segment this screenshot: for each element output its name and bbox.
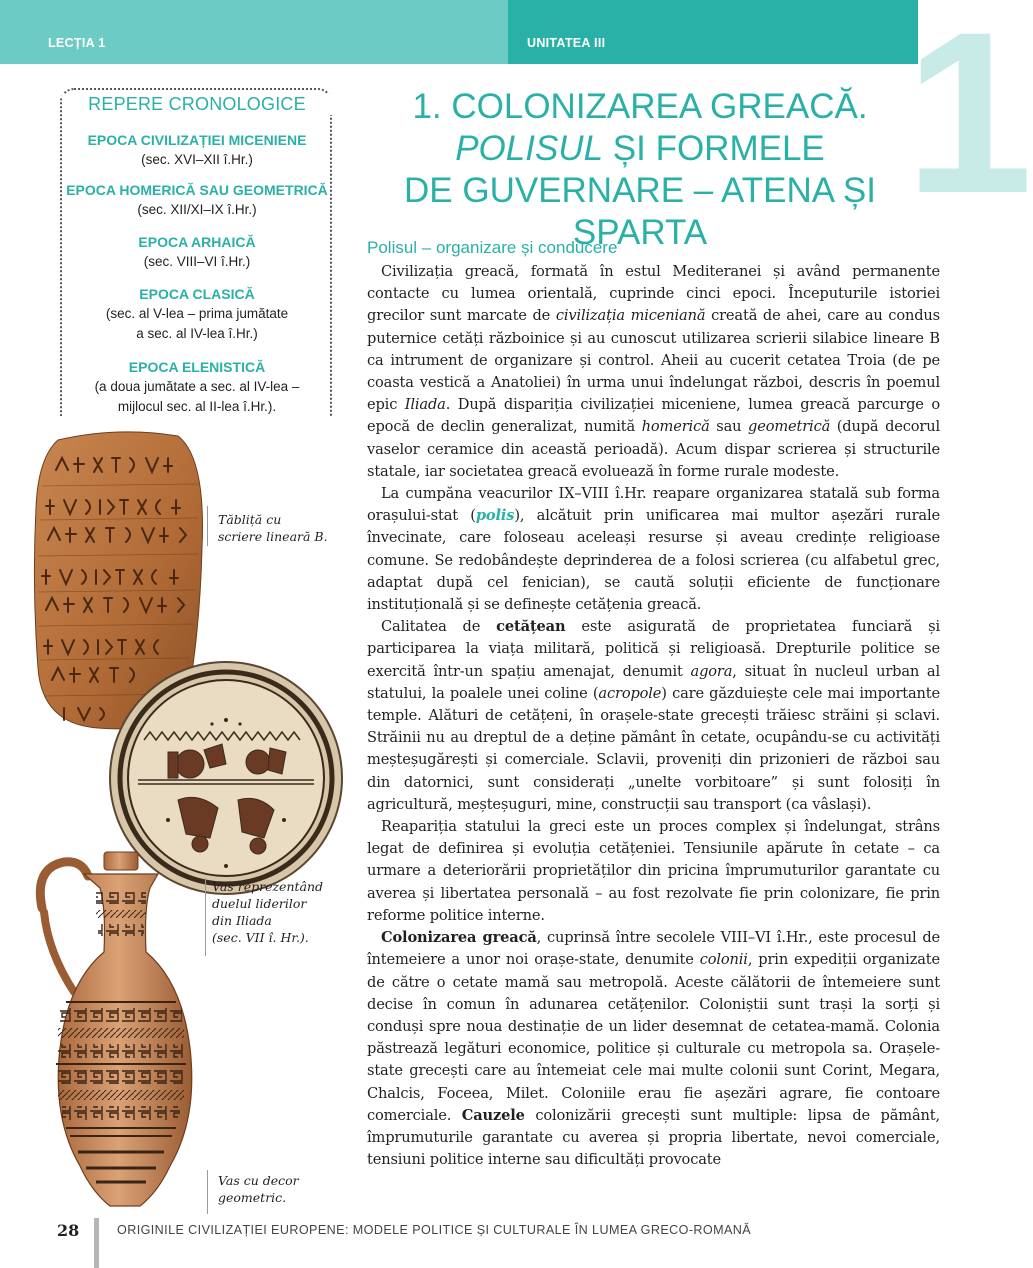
caption-divider <box>207 1170 208 1214</box>
paragraph: Reapariția statului la greci este un proces complex și îndelungat, strâns legat de definirea și evoluția cetățeniei. Tensiunile apărute în cetate – ca urmare a deteriorării proprietăților din pricina împrumuturilor garantate cu averea și libertatea personală – au fost rezolvate fie prin colonizare, fie prin reforme politice interne. <box>367 818 940 924</box>
title-line-2-rest: ȘI FORMELE <box>603 129 825 168</box>
era-dates: a sec. al IV-lea î.Hr.) <box>136 326 258 341</box>
era-homeric <box>62 180 332 220</box>
text-run: , prin expediții organizate de către o cetate mamă sau metropolă. Aceste călătorii de întemeiere sunt decise în comun în adunarea cetățenilor. Coloniștii sunt trași la sorți și conduși spre noua destinație de un lider desemnat de cetatea-mamă. Colonia păstrează legături economice, politice și culturale cu metropola sa. Orașele-state grecești care au întemeiat cele mai multe colonii sunt Corint, Megara, Chalcis, Foceea, Milet. Coloniile erau fie așezări agrare, fie contoare comerciale. <box>367 951 940 1124</box>
text-run: Civilizația greacă, formată în estul Mediteranei și având permanente contacte cu lumea orientală, cuprinde cinci epoci. Începuturile istoriei grecilor sunt marcate de <box>367 263 940 325</box>
term-colonization: Colonizarea greacă <box>381 929 537 947</box>
running-title: ORIGINILE CIVILIZAȚIEI EUROPENE: MODELE POLITICE ȘI CULTURALE ÎN LUMEA GRECO-ROMANĂ <box>117 1223 752 1237</box>
text-run: La cumpăna veacurilor IX–VIII î.Hr. reapare organizarea statală sub forma orașului-stat ( <box>367 485 940 525</box>
term-iliad: Iliada <box>404 396 446 414</box>
caption-line: Vas cu decor <box>218 1173 299 1188</box>
header-band-left <box>0 0 508 64</box>
text-run: (după decorul vaselor ceramice din această perioadă). Acum dispar scrierea și structurile statale, iar societatea greacă evoluează în forme rurale modeste. <box>367 418 941 480</box>
term-geometric: geometrică <box>748 418 831 436</box>
amphora-caption <box>218 1172 299 1206</box>
header-band-right <box>508 0 918 64</box>
text-run: colonizării grecești sunt multiple: lipsa de pământ, împrumuturile garantate cu averea și propria libertate, nevoi comerciale, tensiuni politice interne sau dificultăți provocate <box>367 1106 940 1169</box>
section-subtitle: Polisul – organizare și conducere <box>367 238 618 257</box>
text-run: , cuprinsă între secolele VIII–VI î.Hr., este procesul de întemeiere a unor noi orașe-state, denumite <box>367 929 941 969</box>
era-classical <box>62 284 332 344</box>
paragraph <box>367 261 940 483</box>
page-number: 28 <box>57 1221 80 1240</box>
text-run: sau <box>709 418 749 436</box>
title-line-2 <box>340 128 940 170</box>
text-run: ) care găzduiește cele mai importante temple. Alături de cetățeni, în orașele-state grecești trăiesc străini și sclavi. Străinii nu au dreptul de a deține pământ în cetate, ocupându-se cu activități meșteșugărești și comerciale. Sclavii, proveniți din prizonieri de război sau din datornici, sunt considerați „unelte vorbitoare” și sunt folosiți în agricultură, meșteșuguri, mine, construcții sau transport (ca vâslași). <box>367 684 940 813</box>
era-dates: mijlocul sec. al II-lea î.Hr.). <box>117 399 277 414</box>
title-line-3: DE GUVERNARE – ATENA ȘI SPARTA <box>404 171 876 252</box>
era-dates: (sec. VIII–VI î.Hr.) <box>143 254 251 269</box>
title-polis: POLISUL <box>455 129 604 168</box>
title-line-1: 1. COLONIZAREA GREACĂ. <box>412 87 868 126</box>
caption-line: scriere lineară B. <box>218 529 328 544</box>
caption-divider <box>207 506 208 546</box>
footer-bar <box>94 1218 99 1268</box>
text-run: creată de ahei, care au condus puternice cetăți războinice și au cunoscut utilizarea scrierii silabice lineare B ca intrument de organizare și control. Aheii au cucerit cetatea Troia (de pe coasta vestică a Anatoliei) în urma unui îndelungat război, descris în poemul epic <box>367 307 940 414</box>
term-citizen: cetățean <box>496 618 566 636</box>
era-archaic <box>62 232 332 272</box>
chronology-title: REPERE CRONOLOGICE <box>62 94 332 115</box>
term-homeric: homerică <box>641 418 710 436</box>
era-name: EPOCA ELENISTICĂ <box>128 359 266 375</box>
text-run: este asigurată de proprietatea funciară și participarea la viața militară, politică și religioasă. Drepturile politice se exercită într-un spațiu amenajat, denumit <box>367 618 940 680</box>
term-mycenaean: civilizația miceniană <box>555 307 706 325</box>
term-acropolis: acropole <box>598 684 662 702</box>
lesson-title <box>340 86 940 254</box>
paragraph <box>367 483 940 616</box>
era-mycenaean <box>62 130 332 170</box>
era-name: EPOCA ARHAICĂ <box>138 234 256 250</box>
era-dates: (a doua jumătate a sec. al IV-lea – <box>94 379 300 394</box>
text-run: , situat în nucleul urban al statului, la poalele unei coline ( <box>367 662 941 702</box>
caption-line: geometric. <box>218 1190 287 1205</box>
era-name: EPOCA CIVILIZAȚIEI MICENIENE <box>87 132 307 148</box>
caption-line: Tăbliță cu <box>218 512 282 527</box>
geometric-amphora-image <box>26 852 206 1218</box>
era-dates: (sec. al V-lea – prima jumătate <box>105 306 289 321</box>
term-causes: Cauzele <box>461 1106 525 1124</box>
caption-line: Vas reprezentând <box>212 879 324 894</box>
caption-line: duelul liderilor <box>212 896 307 911</box>
era-dates: (sec. XVI–XII î.Hr.) <box>141 152 253 167</box>
tablet-caption <box>218 511 328 545</box>
plate-caption <box>212 878 323 946</box>
text-run: Calitatea de <box>381 618 497 636</box>
term-polis: polis <box>475 507 515 525</box>
unit-label: UNITATEA III <box>527 36 606 50</box>
caption-line: (sec. VII î. Hr.). <box>212 930 309 945</box>
term-agora: agora <box>690 662 733 680</box>
main-text <box>367 238 940 1171</box>
lesson-label: LECȚIA 1 <box>48 36 106 50</box>
caption-line: din Iliada <box>212 913 272 928</box>
text-run: ), alcătuit prin unificarea mai multor așezări rurale învecinate, care foloseau aceleași resurse și aveau credințe religioase comune. Se redobândește deprinderea de a folosi scrierea (cu alfabetul grec, adaptat după cel fenician), se caută soluții eficiente de funcționare instituțională și se definește cetățenia greacă. <box>367 507 940 614</box>
era-name: EPOCA CLASICĂ <box>139 286 255 302</box>
paragraph <box>367 616 940 816</box>
term-colonies: colonii <box>699 951 748 969</box>
paragraph <box>367 927 940 1171</box>
text-run: . După dispariția civilizației miceniene, lumea greacă parcurge o epocă de declin generalizat, numită <box>367 396 940 436</box>
era-name: EPOCA HOMERICĂ SAU GEOMETRICĂ <box>66 182 328 198</box>
chapter-number: 1 <box>905 0 1033 241</box>
era-dates: (sec. XII/XI–IX î.Hr.) <box>137 202 257 217</box>
era-hellenistic <box>62 357 332 417</box>
